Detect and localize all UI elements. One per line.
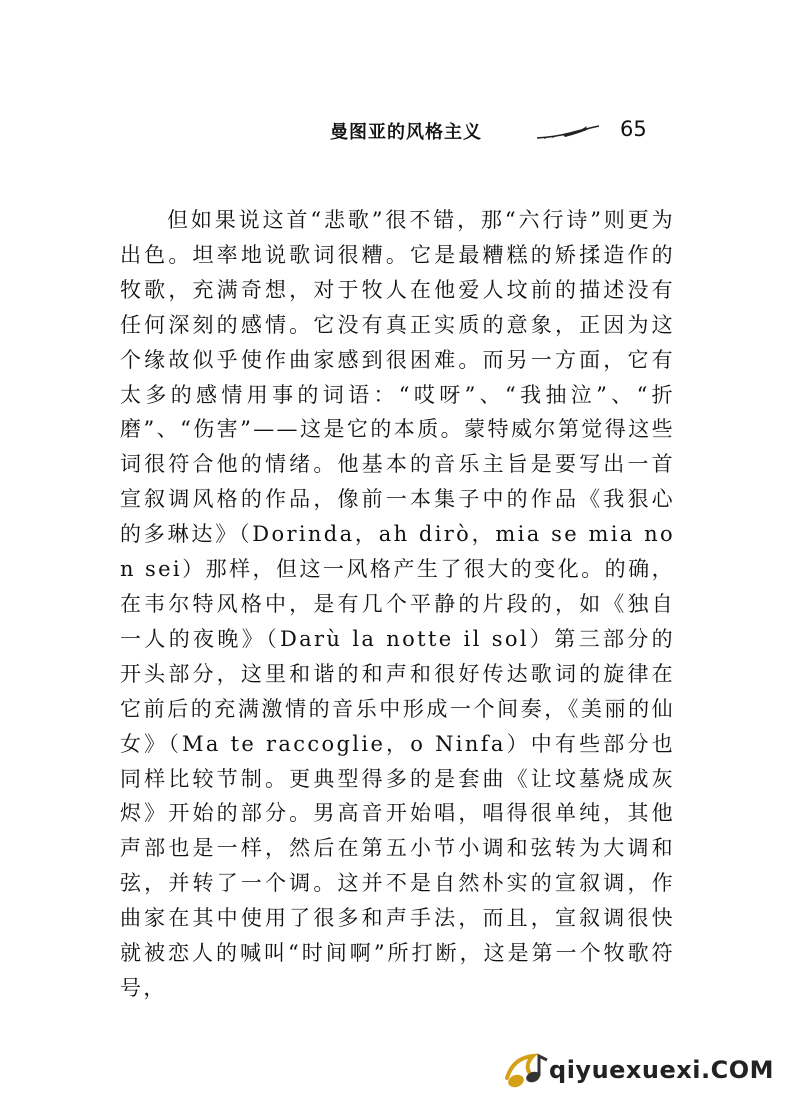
watermark-text: qiyuexuexi.COM — [549, 1056, 774, 1084]
watermark — [503, 1050, 774, 1090]
body-paragraph: 但如果说这首“悲歌”很不错，那“六行诗”则更为出色。坦率地说歌词很糟。它是最糟糕的矫揉造作的牧歌，充满奇想，对于牧人在他爱人坟前的描述没有任何深刻的感情。它没有真正实质的意象，正因为这个缘故似乎使作曲家感到很困难。而另一方面，它有太多的感情用事的词语：“哎呀”、“我抽泣”、“折磨”、“伤害”——这是它的本质。蒙特威尔第觉得这些词很符合他的情绪。他基本的音乐主旨是要写出一首宣叙调风格的作品，像前一本集子中的作品《我狠心的多琳达》（Dorinda，ah dirò，mia se mia non sei）那样，但这一风格产生了很大的变化。的确，在韦尔特风格中，是有几个平静的片段的，如《独自一人的夜晚》（Darù la notte il sol）第三部分的开头部分，这里和谐的和声和很好传达歌词的旋律在它前后的充满激情的音乐中形成一个间奏，《美丽的仙女》（Ma te raccoglie，o Ninfa）中有些部分也同样比较节制。更典型得多的是套曲《让坟墓烧成灰烬》开始的部分。男高音开始唱，唱得很单纯，其他声部也是一样，然后在第五小节小调和弦转为大调和弦，并转了一个调。这并不是自然朴实的宣叙调，作曲家在其中使用了很多和声手法，而且，宣叙调很快就被恋人的喊叫“时间啊”所打断，这是第一个牧歌符号， — [120, 208, 675, 1000]
running-title: 曼图亚的风格主义 — [330, 122, 482, 143]
running-header — [330, 118, 660, 148]
ornament-icon — [535, 124, 605, 142]
page-number: 65 — [620, 117, 647, 141]
music-note-logo-icon — [503, 1050, 549, 1090]
